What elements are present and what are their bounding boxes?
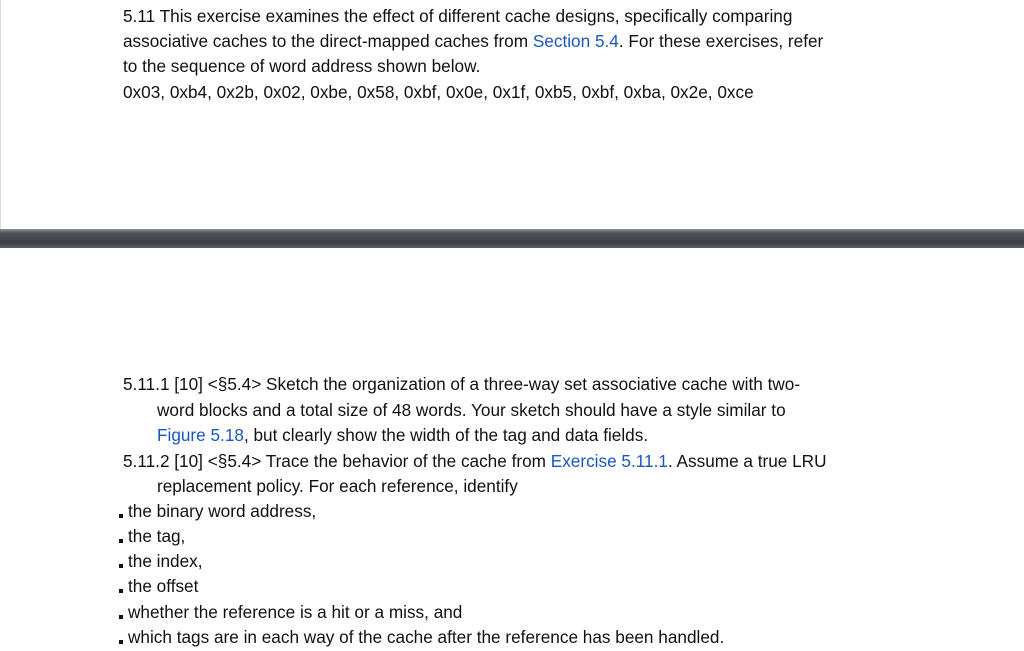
sub-1-line-3 [157,423,648,448]
document-page-bottom [0,248,1024,651]
sub-1-line-1-text: 5.11.1 [10] <§5.4> Sketch the organization of a three-way set associative cache with two- [123,374,801,394]
bullet-item [119,574,198,599]
intro-line-2-text-before: associative caches to the direct-mapped caches from [123,31,533,51]
document-page-top [0,0,1024,229]
intro-line-1-text: 5.11 This exercise examines the effect of different cache designs, specifically comparing [123,6,793,26]
sub-2-line-1-text-after: . Assume a true LRU [667,451,827,471]
intro-line-2 [123,29,823,54]
sub-2-line-2 [157,474,518,499]
bullet-text-tag: the tag, [128,526,186,546]
sub-2-line-1-text-before: 5.11.2 [10] <§5.4> Trace the behavior of the cache from [123,451,551,471]
bullet-item [119,600,462,625]
bullet-marker-icon [119,640,123,644]
bullet-text-binary-address: the binary word address, [128,501,317,521]
sub-1-line-2 [157,398,786,423]
bullet-item [119,549,203,574]
bullet-marker-icon [119,564,123,568]
sub-1-line-3-text-after: , but clearly show the width of the tag and data fields. [243,425,649,445]
bullet-item [119,625,724,650]
bullet-text-tags-in-ways: which tags are in each way of the cache after the reference has been handled. [128,627,725,647]
intro-line-3-text: to the sequence of word address shown below. [123,56,481,76]
address-sequence [123,80,754,105]
bullet-marker-icon [119,615,123,619]
bullet-marker-icon [119,514,123,518]
bullet-marker-icon [119,589,123,593]
sub-2-line-2-text: replacement policy. For each reference, identify [157,476,518,496]
sub-1-line-2-text: word blocks and a total size of 48 words. Your sketch should have a style similar to [157,400,786,420]
figure-5-18-link[interactable]: Figure 5.18 [157,425,244,445]
intro-line-1 [123,4,792,29]
exercise-5-11-1-link[interactable]: Exercise 5.11.1 [550,451,668,471]
page-separator [0,229,1024,248]
sub-2-line-1 [123,449,827,474]
section-5-4-link[interactable]: Section 5.4 [532,31,619,51]
intro-line-2-text-after: . For these exercises, refer [618,31,824,51]
intro-line-3 [123,54,480,79]
bullet-marker-icon [119,539,123,543]
bullet-text-hit-or-miss: whether the reference is a hit or a miss, and [128,602,463,622]
bullet-text-offset: the offset [128,576,199,596]
sub-1-line-1 [123,372,800,397]
address-sequence-text: 0x03, 0xb4, 0x2b, 0x02, 0xbe, 0x58, 0xbf, 0x0e, 0x1f, 0xb5, 0xbf, 0xba, 0x2e, 0xce [123,82,754,102]
bullet-item [119,499,316,524]
bullet-text-index: the index, [128,551,203,571]
bullet-item [119,524,185,549]
